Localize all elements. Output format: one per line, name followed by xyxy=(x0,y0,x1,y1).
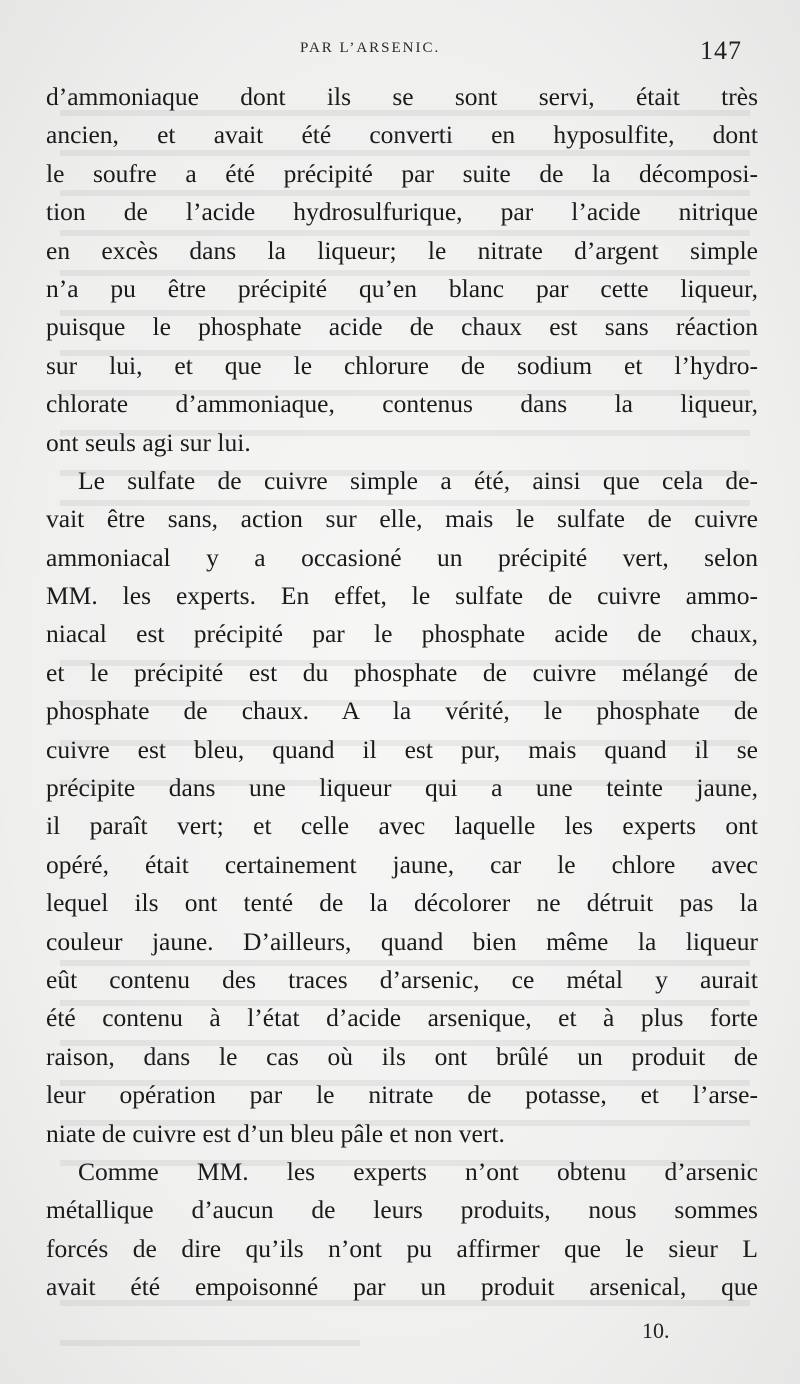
text-line: le soufre a été précipité par suite de la décomposi- xyxy=(46,158,758,188)
text-line: Le sulfate de cuivre simple a été, ainsi que cela de- xyxy=(78,465,758,495)
text-line: ont seuls agi sur lui. xyxy=(46,427,251,457)
text-line: forcés de dire qu’ils n’ont pu affirmer que le sieur L xyxy=(46,1233,758,1263)
text-line: n’a pu être précipité qu’en blanc par cette liqueur, xyxy=(46,273,758,303)
text-line: sur lui, et que le chlorure de sodium et l’hydro- xyxy=(46,350,758,380)
text-line: Comme MM. les experts n’ont obtenu d’arsenic xyxy=(78,1156,758,1186)
text-line: métallique d’aucun de leurs produits, nous sommes xyxy=(46,1195,758,1225)
text-line: chlorate d’ammoniaque, contenus dans la liqueur, xyxy=(46,389,758,419)
signature-mark: 10. xyxy=(642,1318,670,1343)
text-line: puisque le phosphate acide de chaux est sans réaction xyxy=(46,312,758,342)
text-line: couleur jaune. D’ailleurs, quand bien même la liqueur xyxy=(46,926,758,956)
text-line: MM. les experts. En effet, le sulfate de cuivre ammo- xyxy=(46,581,758,611)
text-line: en excès dans la liqueur; le nitrate d’argent simple xyxy=(46,235,758,265)
paragraph xyxy=(46,78,758,462)
text-line: raison, dans le cas où ils ont brûlé un produit de xyxy=(46,1041,758,1071)
text-line: opéré, était certainement jaune, car le chlore avec xyxy=(46,849,758,879)
text-line: et le précipité est du phosphate de cuivre mélangé de xyxy=(46,657,758,687)
text-line: eût contenu des traces d’arsenic, ce métal y aurait xyxy=(46,964,758,994)
text-line: leur opération par le nitrate de potasse, et l’arse- xyxy=(46,1080,758,1110)
text-line: phosphate de chaux. A la vérité, le phosphate de xyxy=(46,696,758,726)
text-line: il paraît vert; et celle avec laquelle les experts ont xyxy=(46,811,758,841)
text-line: d’ammoniaque dont ils se sont servi, était très xyxy=(46,82,758,111)
text-line: lequel ils ont tenté de la décolorer ne détruit pas la xyxy=(46,888,758,918)
text-line: précipite dans une liqueur qui a une teinte jaune, xyxy=(46,773,758,803)
text-line: été contenu à l’état d’acide arsenique, et à plus forte xyxy=(46,1003,758,1033)
paragraph xyxy=(46,462,758,1153)
text-line: avait été empoisonné par un produit arsenical, que xyxy=(46,1272,758,1302)
text-line: niate de cuivre est d’un bleu pâle et non vert. xyxy=(46,1118,505,1148)
text-line: ammoniacal y a occasioné un précipité vert, selon xyxy=(46,542,758,572)
page-number: 147 xyxy=(700,36,742,65)
text-line: niacal est précipité par le phosphate acide de chaux, xyxy=(46,619,758,649)
text-line: tion de l’acide hydrosulfurique, par l’acide nitrique xyxy=(46,197,758,227)
body-text xyxy=(46,78,758,1307)
paragraph xyxy=(46,1153,758,1307)
text-line: vait être sans, action sur elle, mais le sulfate de cuivre xyxy=(46,504,758,534)
text-line: cuivre est bleu, quand il est pur, mais quand il se xyxy=(46,734,758,764)
text-line: ancien, et avait été converti en hyposulfite, dont xyxy=(46,120,758,150)
running-head: PAR L’ARSENIC. xyxy=(300,40,441,56)
